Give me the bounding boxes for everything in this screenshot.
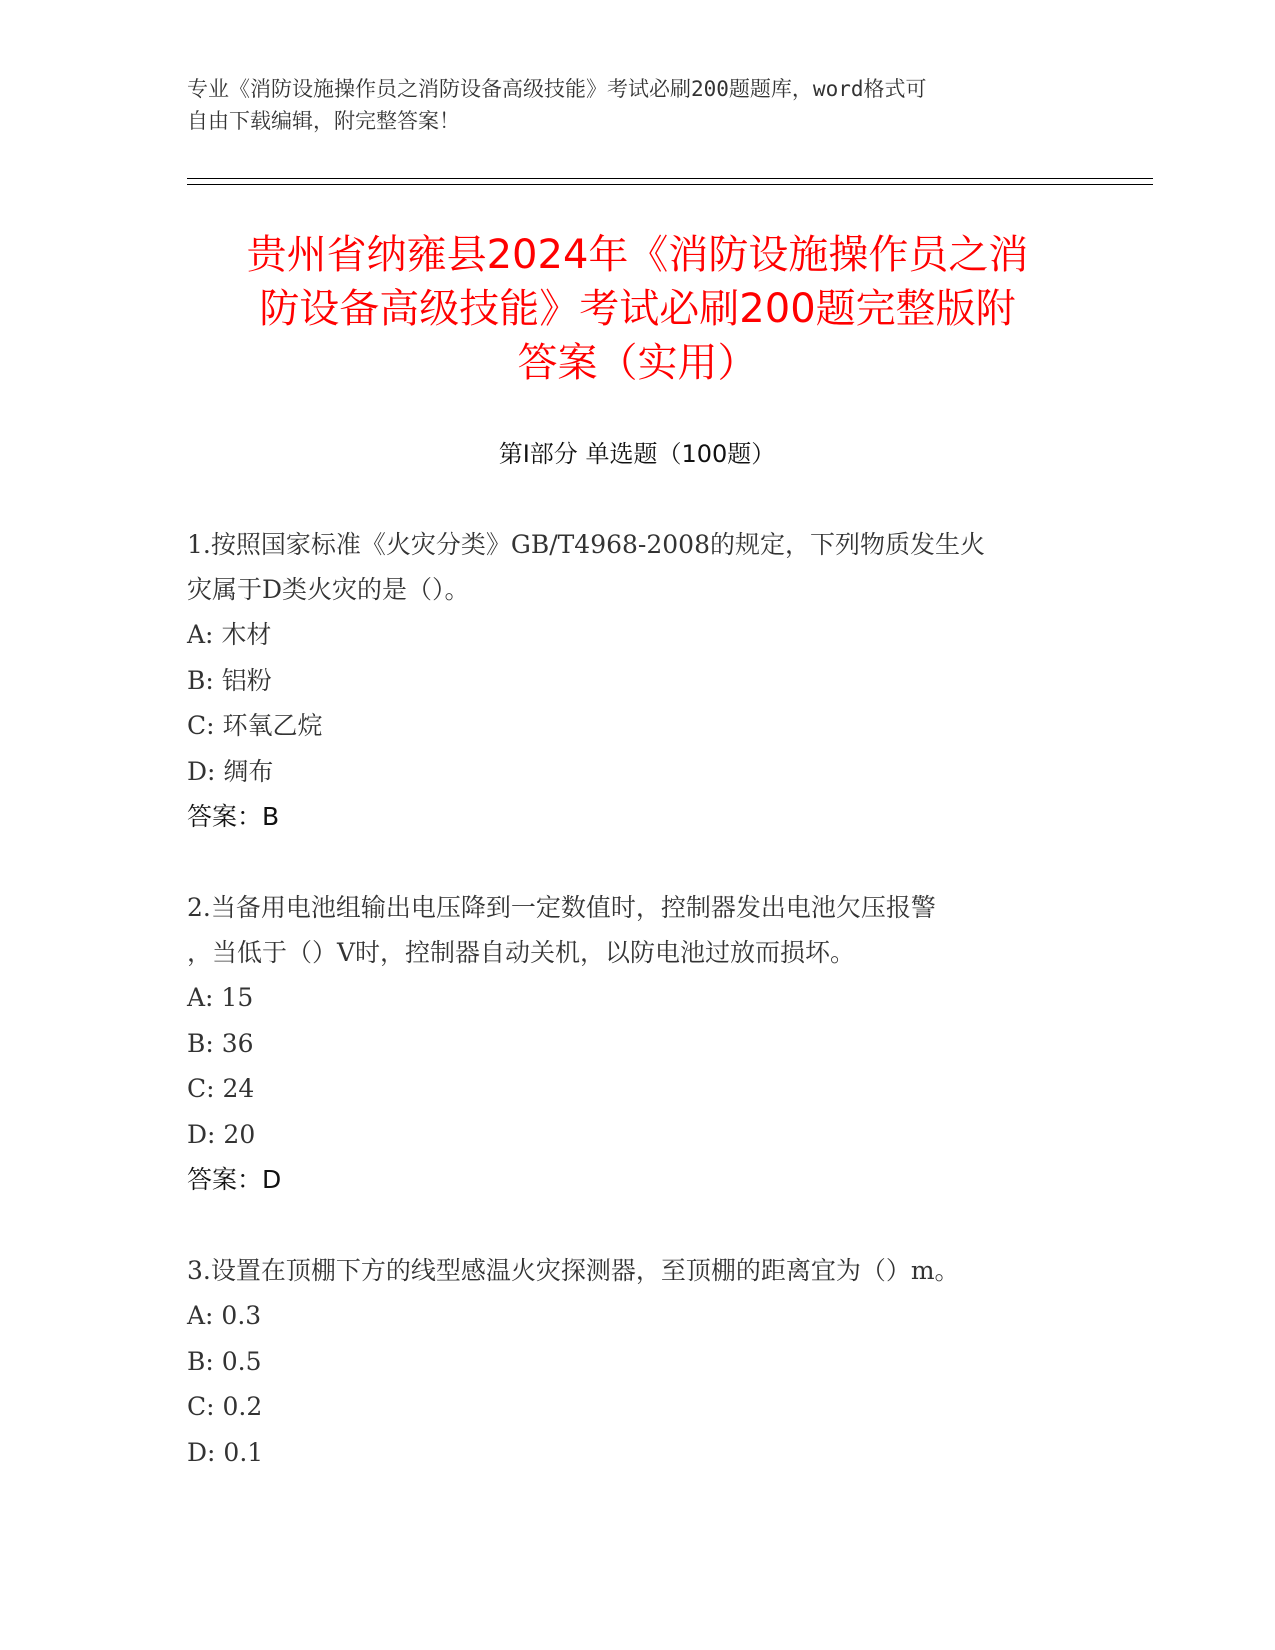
- option-a: A: 15: [187, 983, 254, 1012]
- question-stem-line: 灾属于D类火灾的是（）。: [187, 575, 470, 604]
- header-divider: [187, 178, 1153, 179]
- question-stem: [187, 885, 1087, 975]
- question-1: [187, 522, 1087, 839]
- question-stem-line: 1.按照国家标准《火灾分类》GB/T4968-2008的规定，下列物质发生火: [187, 530, 985, 559]
- answer: 答案：B: [187, 802, 280, 831]
- option-a: A: 0.3: [187, 1301, 262, 1330]
- option-d: D: 20: [187, 1119, 256, 1149]
- question-3: [187, 1248, 1087, 1475]
- option-d: D: 0.1: [187, 1437, 264, 1467]
- document-title-line: 答案（实用）: [517, 340, 758, 386]
- answer: 答案：D: [187, 1165, 282, 1194]
- header-divider: [187, 184, 1153, 185]
- option-b: B: 0.5: [187, 1346, 262, 1376]
- option-c: C: 环氧乙烷: [187, 711, 323, 740]
- option-b: B: 36: [187, 1028, 254, 1058]
- option-d: D: 绸布: [187, 756, 274, 786]
- option-c: C: 0.2: [187, 1392, 263, 1421]
- question-stem-line: 3.设置在顶棚下方的线型感温火灾探测器，至顶棚的距离宜为（）m。: [187, 1256, 960, 1285]
- document-title-line: 防设备高级技能》考试必刷200题完整版附: [259, 286, 1016, 332]
- document-title-line: 贵州省纳雍县2024年《消防设施操作员之消: [246, 232, 1029, 278]
- option-b: B: 铝粉: [187, 665, 272, 695]
- header-note-line: 自由下载编辑，附完整答案！: [187, 109, 460, 133]
- section-title: 第I部分 单选题（100题）: [498, 440, 776, 468]
- question-stem: [187, 522, 1087, 612]
- option-c: C: 24: [187, 1074, 255, 1103]
- header-note-line: 专业《消防设施操作员之消防设备高级技能》考试必刷200题题库，word格式可: [187, 77, 927, 101]
- question-2: [187, 885, 1087, 1202]
- option-a: A: 木材: [187, 620, 272, 649]
- header-note: [187, 73, 1067, 137]
- question-stem-line: ，当低于（）V时，控制器自动关机，以防电池过放而损坏。: [187, 938, 856, 967]
- question-stem: [187, 1248, 1087, 1293]
- document-title: [160, 228, 1115, 390]
- question-stem-line: 2.当备用电池组输出电压降到一定数值时，控制器发出电池欠压报警: [187, 893, 936, 922]
